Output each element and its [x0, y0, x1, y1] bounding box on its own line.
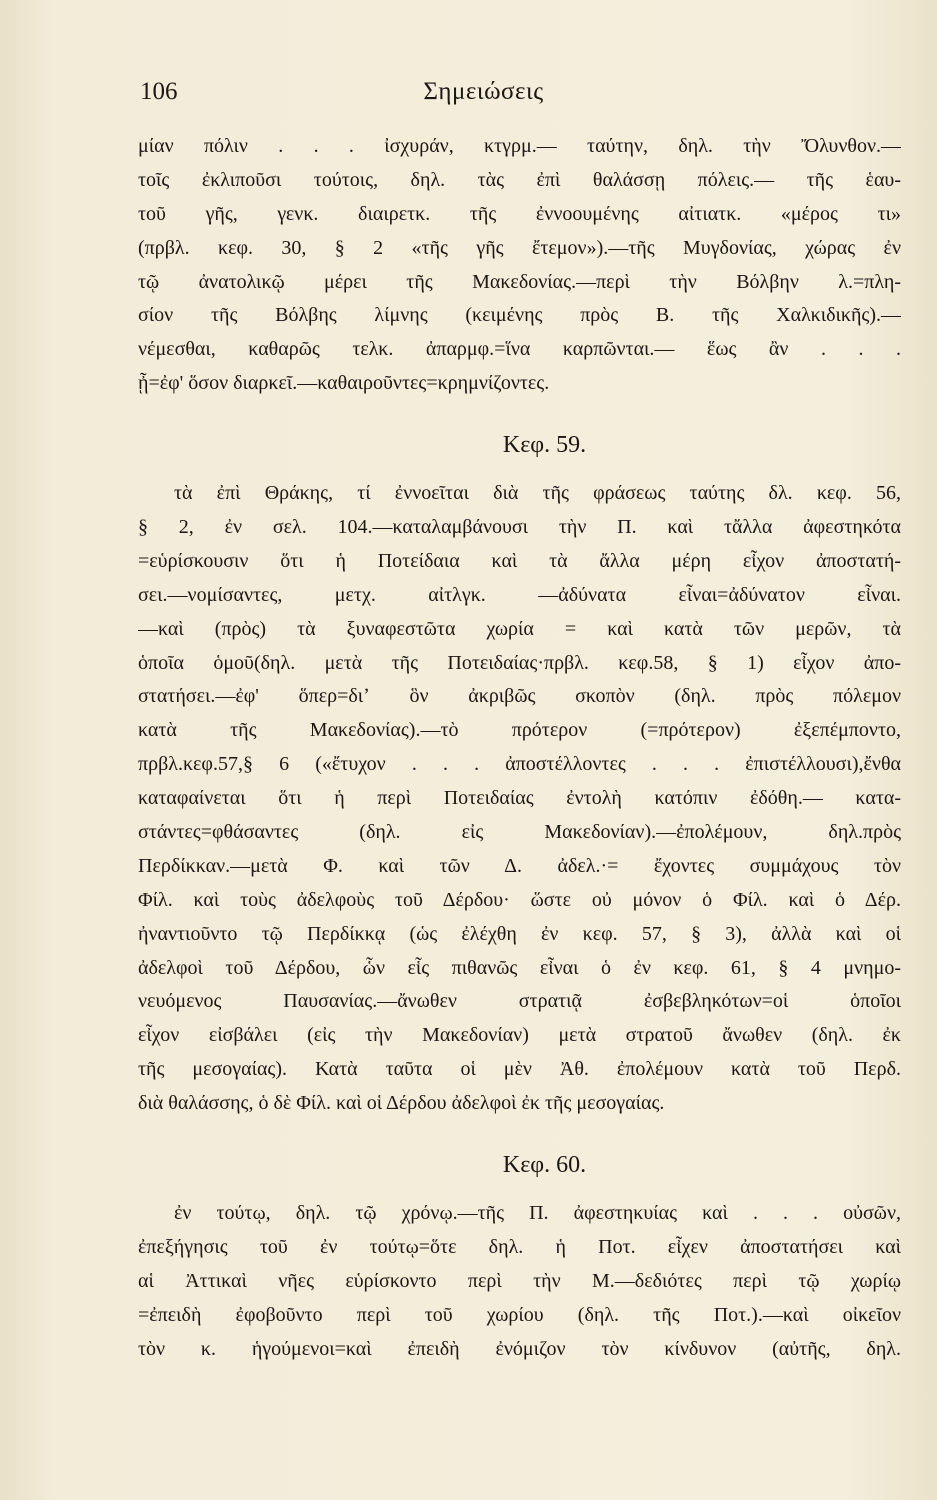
page-number: 106 [140, 78, 178, 105]
chapter-60-heading: Κεφ. 60. [502, 1152, 587, 1179]
chapter-59-heading: Κεφ. 59. [502, 432, 587, 459]
text-line: (πρβλ. κεφ. 30, § 2 «τῆς γῆς ἔτεμον»).—τῆς Μυγδονίας, χώρας ἐν [138, 236, 901, 259]
text-line: ἠναντιοῦντο τῷ Περδίκκᾳ (ὡς ἐλέχθη ἐν κεφ. 57, § 3), ἀλλὰ καὶ οἱ [138, 922, 901, 945]
text-line: τὰ ἐπὶ Θράκης, τί ἐννοεῖται διὰ τῆς φράσεως ταύτης δλ. κεφ. 56, [174, 482, 901, 505]
text-line: ᾖ=ἐφ' ὅσον διαρκεῖ.—καθαιροῦντες=κρημνίζοντες. [138, 372, 550, 395]
text-line: =ἐπειδὴ ἐφοβοῦντο περὶ τοῦ χωρίου (δηλ. τῆς Ποτ.).—καὶ οἰκεῖον [138, 1303, 901, 1326]
intro-paragraph [138, 130, 901, 401]
page-header [140, 78, 757, 112]
chapter-59-notes [138, 477, 901, 1121]
text-line: =εὑρίσκουσιν ὅτι ἡ Ποτείδαια καὶ τὰ ἄλλα μέρη εἶχον ἀποστατή- [138, 549, 901, 572]
text-line: Περδίκκαν.—μετὰ Φ. καὶ τῶν Δ. ἀδελ.·= ἔχοντες συμμάχους τὸν [138, 854, 901, 877]
text-line: τῆς μεσογαίας). Κατὰ ταῦτα οἱ μὲν Ἀθ. ἐπολέμουν κατὰ τοῦ Περδ. [138, 1058, 901, 1081]
text-line: ἐπεξήγησις τοῦ ἐν τούτῳ=ὅτε δηλ. ἡ Ποτ. εἶχεν ἀποστατήσει καὶ [138, 1235, 901, 1258]
text-line: τῷ ἀνατολικῷ μέρει τῆς Μακεδονίας.—περὶ τὴν Βόλβην λ.=πλη- [138, 270, 901, 293]
text-line: Φίλ. καὶ τοὺς ἀδελφοὺς τοῦ Δέρδου· ὥστε οὐ μόνον ὁ Φίλ. καὶ ὁ Δέρ. [138, 888, 901, 911]
text-line: στάντες=φθάσαντες (δηλ. εἰς Μακεδονίαν).—ἐπολέμουν, δηλ.πρὸς [138, 821, 901, 844]
notes-body [138, 130, 901, 1367]
text-line: τοῖς ἐκλιποῦσι τούτοις, δηλ. τὰς ἐπὶ θαλάσσῃ πόλεις.— τῆς ἑαυ- [138, 168, 901, 191]
text-line: διὰ θαλάσσης, ὁ δὲ Φίλ. καὶ οἱ Δέρδου ἀδελφοὶ ἐκ τῆς μεσογαίας. [138, 1092, 665, 1115]
text-line: πρβλ.κεφ.57,§ 6 («ἔτυχον . . . ἀποστέλλοντες . . . ἐπιστέλλουσι),ἔνθα [138, 753, 901, 776]
text-line: εἶχον εἰσβάλει (εἰς τὴν Μακεδονίαν) μετὰ στρατοῦ ἄνωθεν (δηλ. ἐκ [138, 1024, 901, 1047]
text-line: σει.—νομίσαντες, μετχ. αἰτλγκ. —ἀδύνατα εἶναι=ἀδύνατον εἶναι. [138, 583, 901, 606]
running-title: Σημειώσεις [423, 78, 544, 105]
text-line: —καὶ (πρὸς) τὰ ξυναφεστῶτα χωρία = καὶ κατὰ τῶν μερῶν, τὰ [138, 617, 901, 640]
text-line: αἱ Ἀττικαὶ νῆες εὑρίσκοντο περὶ τὴν Μ.—δεδιότες περὶ τῷ χωρίῳ [138, 1269, 901, 1292]
text-line: νευόμενος Παυσανίας.—ἄνωθεν στρατιᾷ ἐσβεβληκότων=οἱ ὁποῖοι [138, 990, 901, 1013]
text-line: σίον τῆς Βόλβης λίμνης (κειμένης πρὸς Β. τῆς Χαλκιδικῆς).— [138, 304, 901, 327]
text-line: ἀδελφοὶ τοῦ Δέρδου, ὧν εἷς πιθανῶς εἶναι ὁ ἐν κεφ. 61, § 4 μνημο- [138, 956, 901, 979]
text-line: νέμεσθαι, καθαρῶς τελκ. ἀπαρμφ.=ἵνα καρπῶνται.— ἕως ἂν . . . [138, 338, 901, 361]
text-line: ἐν τούτῳ, δηλ. τῷ χρόνῳ.—τῆς Π. ἀφεστηκυίας καὶ . . . οὐσῶν, [174, 1202, 901, 1225]
text-line: ὁποῖα ὁμοῦ(δηλ. μετὰ τῆς Ποτειδαίας·πρβλ. κεφ.58, § 1) εἶχον ἀπο- [138, 651, 901, 674]
text-line: § 2, ἐν σελ. 104.—καταλαμβάνουσι τὴν Π. καὶ τἄλλα ἀφεστηκότα [138, 516, 901, 539]
text-line: στατήσει.—ἐφ' ὅπερ=διʼ ὃν ἀκριβῶς σκοπὸν (δηλ. πρὸς πόλεμον [138, 685, 901, 708]
text-line: τὸν κ. ἡγούμενοι=καὶ ἐπειδὴ ἐνόμιζον τὸν κίνδυνον (αὐτῆς, δηλ. [138, 1337, 901, 1360]
text-line: καταφαίνεται ὅτι ἡ περὶ Ποτειδαίας ἐντολὴ κατόπιν ἐδόθη.— κατα- [138, 787, 901, 810]
text-line: μίαν πόλιν . . . ἰσχυράν, κτγρμ.— ταύτην, δηλ. τὴν Ὄλυνθον.— [138, 135, 901, 157]
text-line: τοῦ γῆς, γενκ. διαιρετκ. τῆς ἐννοουμένης αἰτιατκ. «μέρος τι» [138, 202, 901, 225]
text-line: κατὰ τῆς Μακεδονίας).—τὸ πρότερον (=πρότερον) ἐξεπέμποντο, [138, 719, 901, 742]
chapter-60-notes [138, 1197, 901, 1366]
